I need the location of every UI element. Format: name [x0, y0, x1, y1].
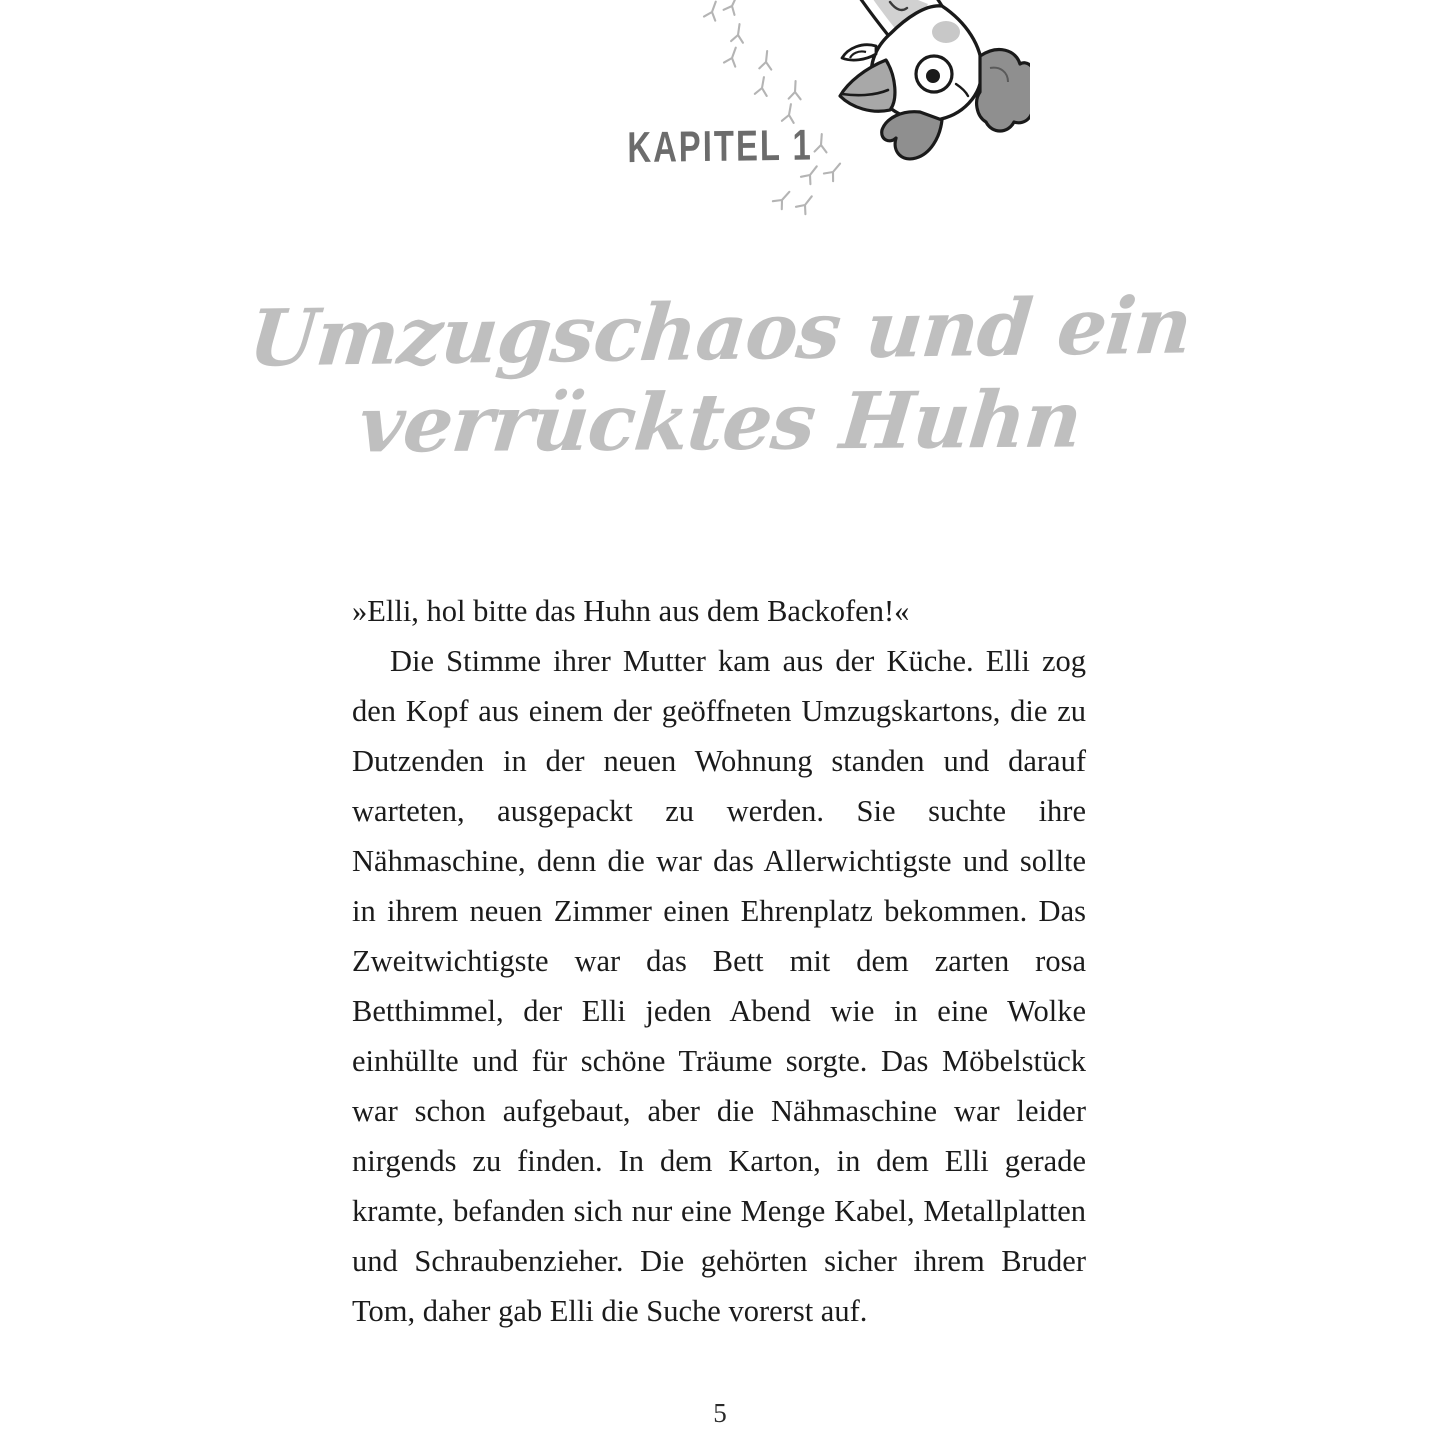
chapter-title [0, 280, 1440, 471]
chapter-label [130, 123, 1311, 172]
paragraph-main: Die Stimme ihrer Mutter kam aus der Küche. Elli zog den Kopf aus einem der geöffneten Umzugskartons, die zu Dutzenden in der neuen Wohnung standen und darauf warteten, ausgepackt zu werden. Sie suchte ihre Nähmaschine, denn die war das Allerwichtigste und sollte in ihrem neuen Zimmer einen Ehrenplatz bekommen. Das Zweitwichtigste war das Bett mit dem zarten rosa Betthimmel, der Elli jeden Abend wie in eine Wolke einhüllte und für schöne Träume sorgte. Das Möbelstück war schon aufgebaut, aber die Nähmaschine war leider nirgends zu finden. In dem Karton, in dem Elli gerade kramte, befanden sich nur eine Menge Kabel, Metallplatten und Schraubenzieher. Die gehörten sicher ihrem Bruder Tom, daher gab Elli die Suche vorerst auf. [352, 644, 1086, 1328]
chicken-footprints-icon [690, 0, 920, 230]
chapter-label-text: KAPITEL 1 [627, 121, 813, 172]
chapter-title-line-2: verrücktes Huhn [354, 374, 1086, 471]
chicken-head-illustration [690, 0, 1030, 230]
page-number: 5 [713, 1398, 727, 1428]
body-text [352, 586, 1086, 1336]
chapter-title-line-1: Umzugschaos und ein [245, 280, 1195, 385]
paragraph-opening-line: »Elli, hol bitte das Huhn aus dem Backofen!« [352, 594, 910, 628]
